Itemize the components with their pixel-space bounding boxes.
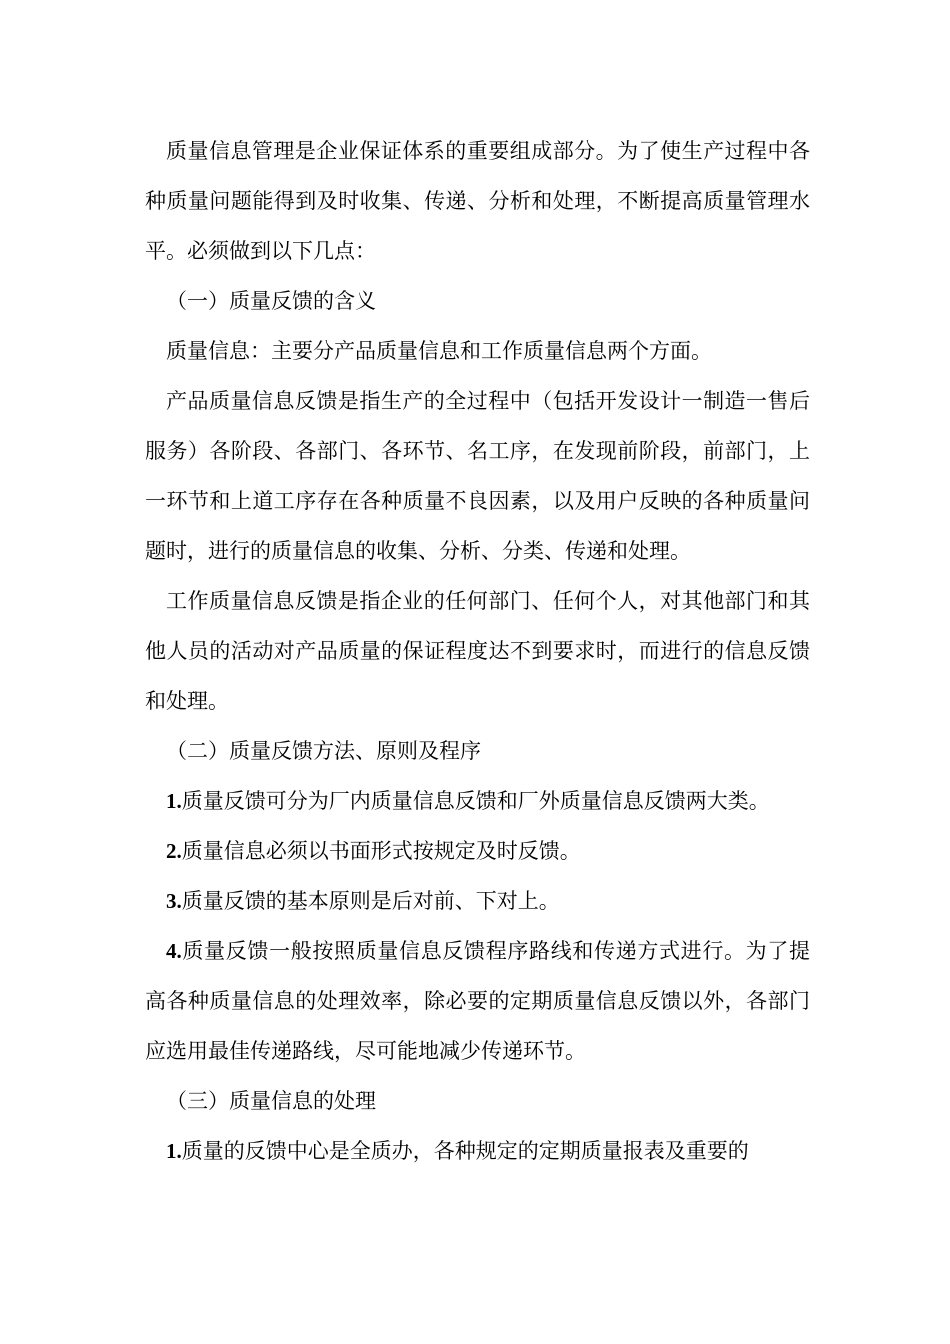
section-heading-1: （一）质量反馈的含义 [166, 289, 376, 313]
item-number: 1. [166, 1139, 182, 1163]
numbered-item [145, 926, 810, 1076]
numbered-item [145, 776, 810, 826]
document-body [145, 126, 810, 1176]
section-heading-2: （二）质量反馈方法、原则及程序 [166, 739, 481, 763]
item-text: 质量反馈一般按照质量信息反馈程序路线和传递方式进行。为了提高各种质量信息的处理效率，除必要的定期质量信息反馈以外，各部门应选用最佳传递路线，尽可能地减少传递环节。 [145, 939, 810, 1063]
product-quality-feedback-paragraph: 产品质量信息反馈是指生产的全过程中（包括开发设计一制造一售后服务）各阶段、各部门、各环节、名工序，在发现前阶段，前部门，上一环节和上道工序存在各种质量不良因素，以及用户反映的各种质量问题时，进行的质量信息的收集、分析、分类、传递和处理。 [145, 389, 810, 563]
item-text: 质量反馈的基本原则是后对前、下对上。 [181, 889, 560, 913]
numbered-item [145, 826, 810, 876]
item-number: 3. [166, 889, 182, 913]
item-text: 质量反馈可分为厂内质量信息反馈和厂外质量信息反馈两大类。 [181, 789, 770, 813]
numbered-item [145, 1126, 810, 1176]
numbered-item [145, 876, 810, 926]
item-number: 1. [166, 789, 182, 813]
quality-info-paragraph: 质量信息：主要分产品质量信息和工作质量信息两个方面。 [166, 339, 712, 363]
item-number: 4. [166, 939, 182, 963]
item-text: 质量的反馈中心是全质办，各种规定的定期质量报表及重要的 [181, 1139, 749, 1163]
item-number: 2. [166, 839, 182, 863]
work-quality-feedback-paragraph: 工作质量信息反馈是指企业的任何部门、任何个人，对其他部门和其他人员的活动对产品质量的保证程度达不到要求时，而进行的信息反馈和处理。 [145, 589, 810, 713]
section-heading-3: （三）质量信息的处理 [166, 1089, 376, 1113]
item-text: 质量信息必须以书面形式按规定及时反馈。 [181, 839, 581, 863]
intro-paragraph: 质量信息管理是企业保证体系的重要组成部分。为了使生产过程中各种质量问题能得到及时收集、传递、分析和处理，不断提高质量管理水平。必须做到以下几点： [145, 139, 810, 263]
